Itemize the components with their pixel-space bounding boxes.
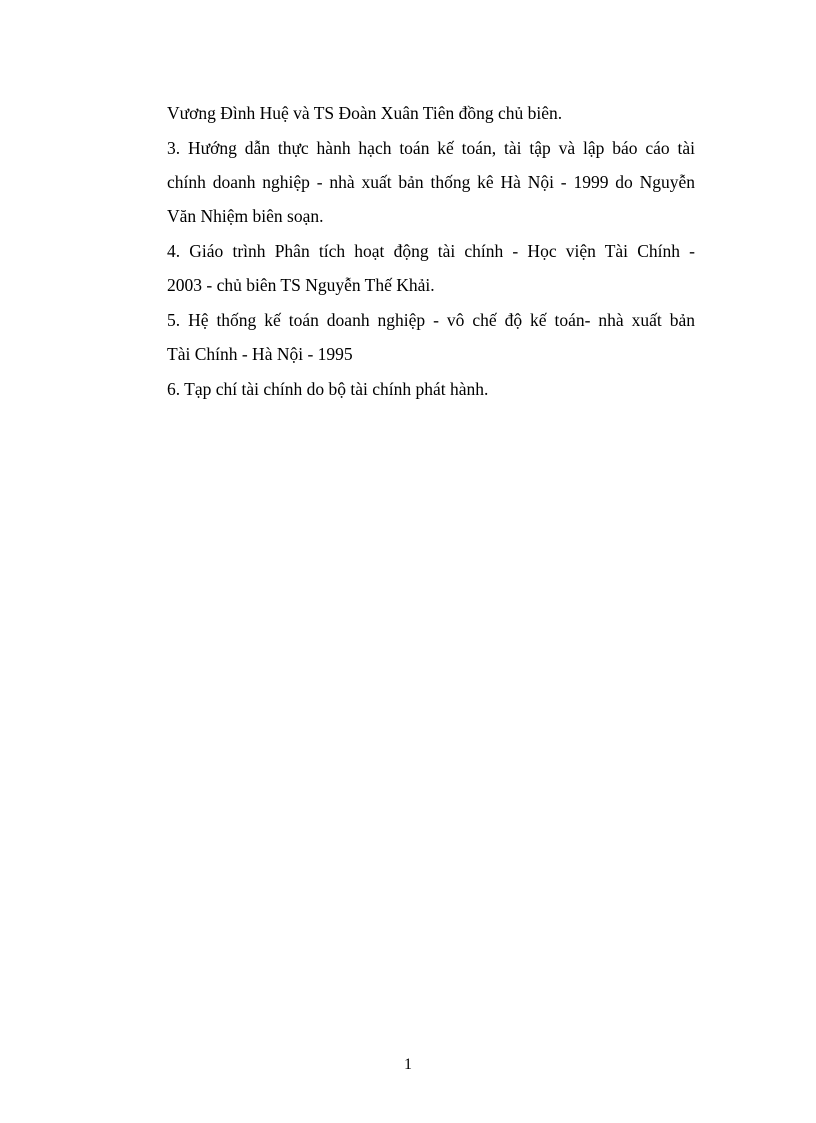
reference-3-line-2: chính doanh nghiệp - nhà xuất bản thống kê Hà Nội - 1999 do Nguyễn [167,172,695,192]
reference-4-line-2: 2003 - chủ biên TS Nguyễn Thế Khải. [167,275,435,295]
reference-4-line-1: 4. Giáo trình Phân tích hoạt động tài chính - Học viện Tài Chính - [167,241,695,261]
reference-3-line-3: Văn Nhiệm biên soạn. [167,206,324,226]
reference-6-line-1: 6. Tạp chí tài chính do bộ tài chính phát hành. [167,379,489,399]
page-number: 1 [404,1056,412,1073]
reference-5-line-1: 5. Hệ thống kế toán doanh nghiệp - vô chế độ kế toán- nhà xuất bản [167,310,695,330]
reference-3-line-1: 3. Hướng dẫn thực hành hạch toán kế toán, tài tập và lập báo cáo tài [167,138,695,158]
reference-5-line-2: Tài Chính - Hà Nội - 1995 [167,344,353,364]
reference-continuation-line: Vương Đình Huệ và TS Đoàn Xuân Tiên đồng chủ biên. [167,103,563,123]
